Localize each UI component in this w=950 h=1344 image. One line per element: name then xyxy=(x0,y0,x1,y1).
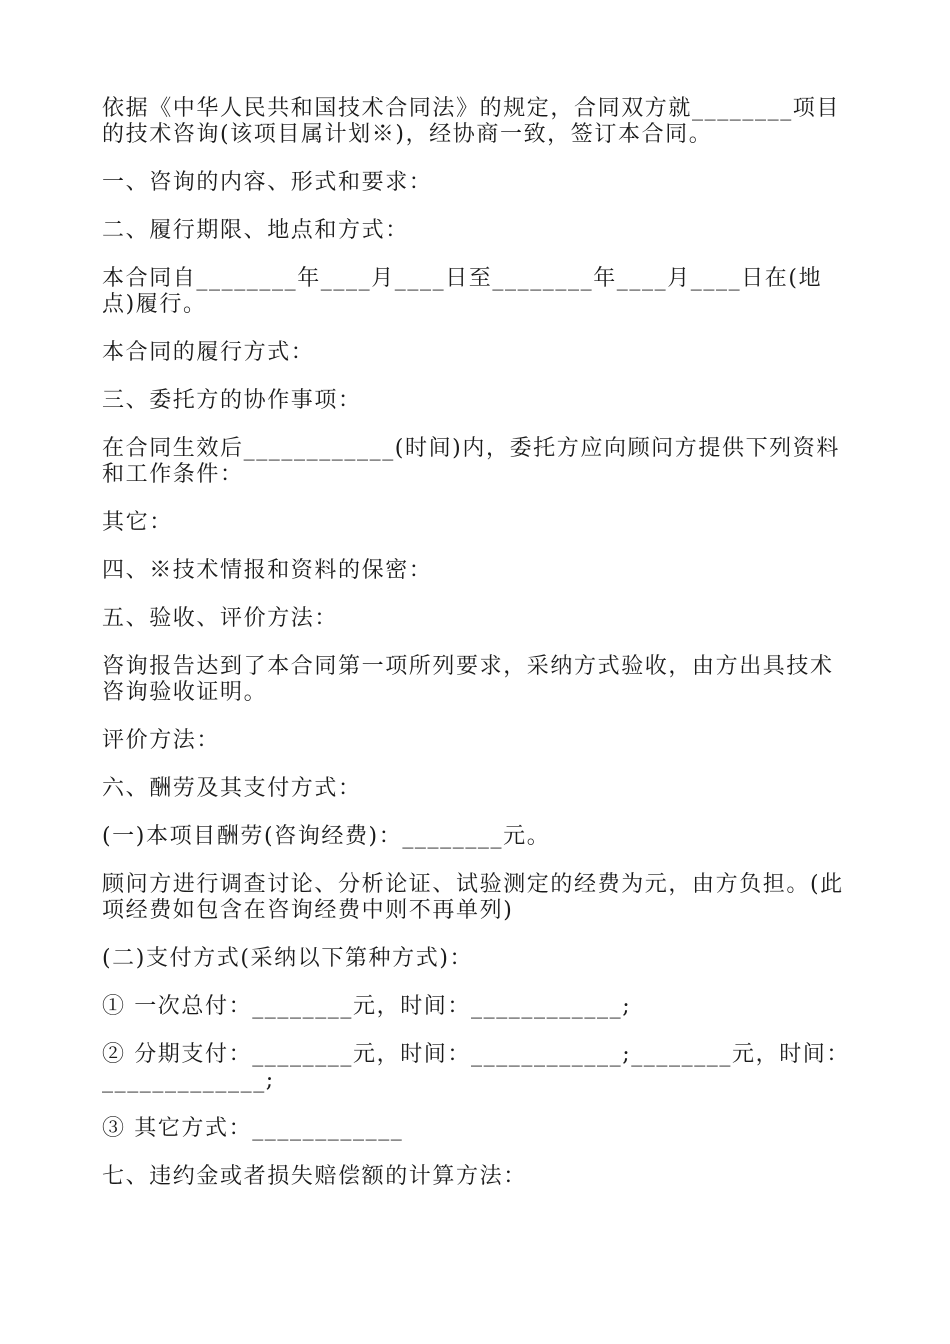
section-5-heading: 五、验收、评价方法： xyxy=(102,606,339,631)
performance-method-paragraph: 本合同的履行方式： xyxy=(102,340,315,365)
other-payment-paragraph: ③ 其它方式：____________ xyxy=(102,1116,404,1141)
consulting-fee-paragraph: (一)本项目酬劳(咨询经费)：________元。 xyxy=(102,824,551,849)
evaluation-method-paragraph: 评价方法： xyxy=(102,728,221,753)
client-materials-paragraph: 在合同生效后____________(时间)内，委托方应向顾问方提供下列资料和工作条件： xyxy=(102,436,840,487)
section-3-heading: 三、委托方的协作事项： xyxy=(102,388,362,413)
installment-payment-paragraph: ② 分期支付：________元，时间：____________;________元，时间：_____________; xyxy=(102,1042,851,1093)
intro-paragraph: 依据《中华人民共和国技术合同法》的规定，合同双方就________项目的技术咨询(该项目属计划※)，经协商一致，签订本合同。 xyxy=(102,96,841,147)
other-paragraph: 其它： xyxy=(102,510,173,535)
section-4-heading: 四、※技术情报和资料的保密： xyxy=(102,558,433,583)
performance-period-paragraph: 本合同自________年____月____日至________年____月____日在(地点)履行。 xyxy=(102,266,823,317)
section-1-heading: 一、咨询的内容、形式和要求： xyxy=(102,170,433,195)
section-7-heading: 七、违约金或者损失赔偿额的计算方法： xyxy=(102,1164,527,1189)
acceptance-paragraph: 咨询报告达到了本合同第一项所列要求，采纳方式验收，由方出具技术咨询验收证明。 xyxy=(102,654,834,705)
lump-sum-payment-paragraph: ① 一次总付：________元，时间：____________; xyxy=(102,994,632,1019)
research-expense-paragraph: 顾问方进行调查讨论、分析论证、试验测定的经费为元，由方负担。(此项经费如包含在咨询经费中则不再单列) xyxy=(102,872,844,923)
section-6-heading: 六、酬劳及其支付方式： xyxy=(102,776,362,801)
section-2-heading: 二、履行期限、地点和方式： xyxy=(102,218,409,243)
payment-method-paragraph: (二)支付方式(采纳以下第种方式)： xyxy=(102,946,474,971)
contract-document xyxy=(102,96,854,1212)
